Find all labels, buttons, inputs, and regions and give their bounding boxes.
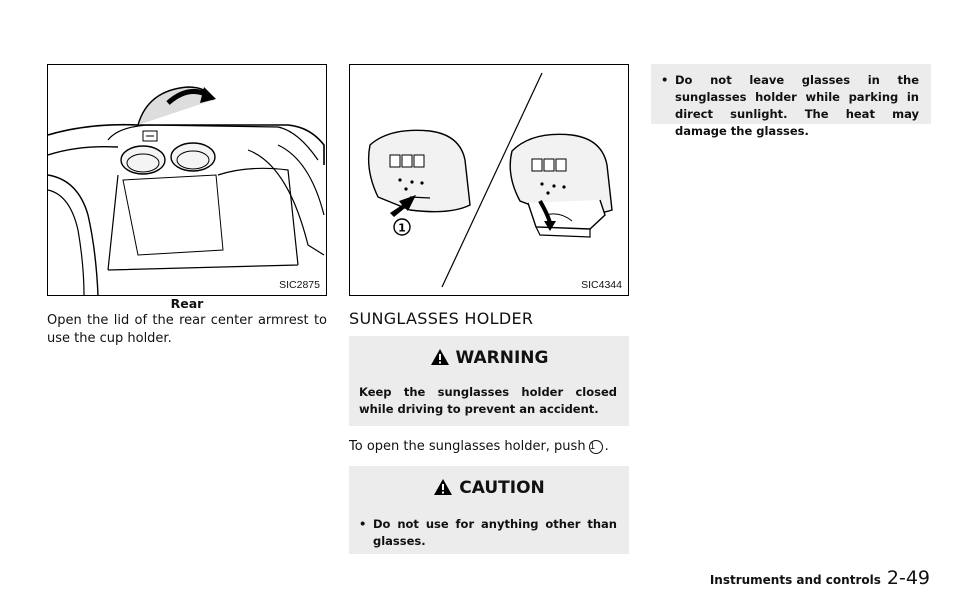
push-text-end: .: [604, 439, 609, 454]
sunglasses-holder-illustration: [350, 65, 628, 295]
warning-triangle-icon: [430, 348, 450, 371]
caution-item-text: Do not use for anything other than glasses.: [373, 517, 617, 548]
caution-triangle-icon: [433, 478, 453, 501]
warning-title: WARNING: [455, 348, 549, 368]
figure-callout-number: 1: [398, 221, 406, 235]
push-text: To open the sunglasses holder, push: [349, 439, 586, 454]
rear-armrest-figure: [47, 64, 327, 296]
footer-section-name: Instruments and controls: [709, 573, 881, 587]
warning-heading: [349, 348, 629, 371]
page-number: 2-49: [886, 567, 930, 589]
glasses-note-box: [651, 64, 931, 138]
list-item: [661, 72, 919, 140]
page-footer: [710, 567, 930, 589]
armrest-cupholder-illustration: [48, 65, 326, 295]
caution-list: [359, 516, 617, 550]
caution-box: [349, 466, 629, 554]
note-item-text: Do not leave glasses in the sunglasses holder while parking in direct sunlight. The heat may damage the glasses.: [675, 73, 919, 138]
caution-title: CAUTION: [459, 478, 545, 498]
warning-box: [349, 336, 629, 426]
figure-code: SIC2875: [279, 279, 320, 291]
rear-cupholder-text: Open the lid of the rear center armrest to use the cup holder.: [47, 313, 327, 346]
callout-number: 1: [589, 440, 603, 454]
note-list: [661, 72, 919, 140]
bullet: •: [661, 73, 669, 87]
figure-code: SIC4344: [581, 279, 622, 291]
warning-text: Keep the sunglasses holder closed while driving to prevent an accident.: [359, 385, 617, 416]
list-item: [359, 516, 617, 550]
bullet: •: [359, 517, 367, 531]
push-instruction: [349, 438, 629, 456]
figure-caption: Rear: [170, 296, 204, 311]
sunglasses-holder-figure: [349, 64, 629, 296]
caution-heading: [349, 478, 629, 501]
section-title: SUNGLASSES HOLDER: [349, 309, 534, 328]
